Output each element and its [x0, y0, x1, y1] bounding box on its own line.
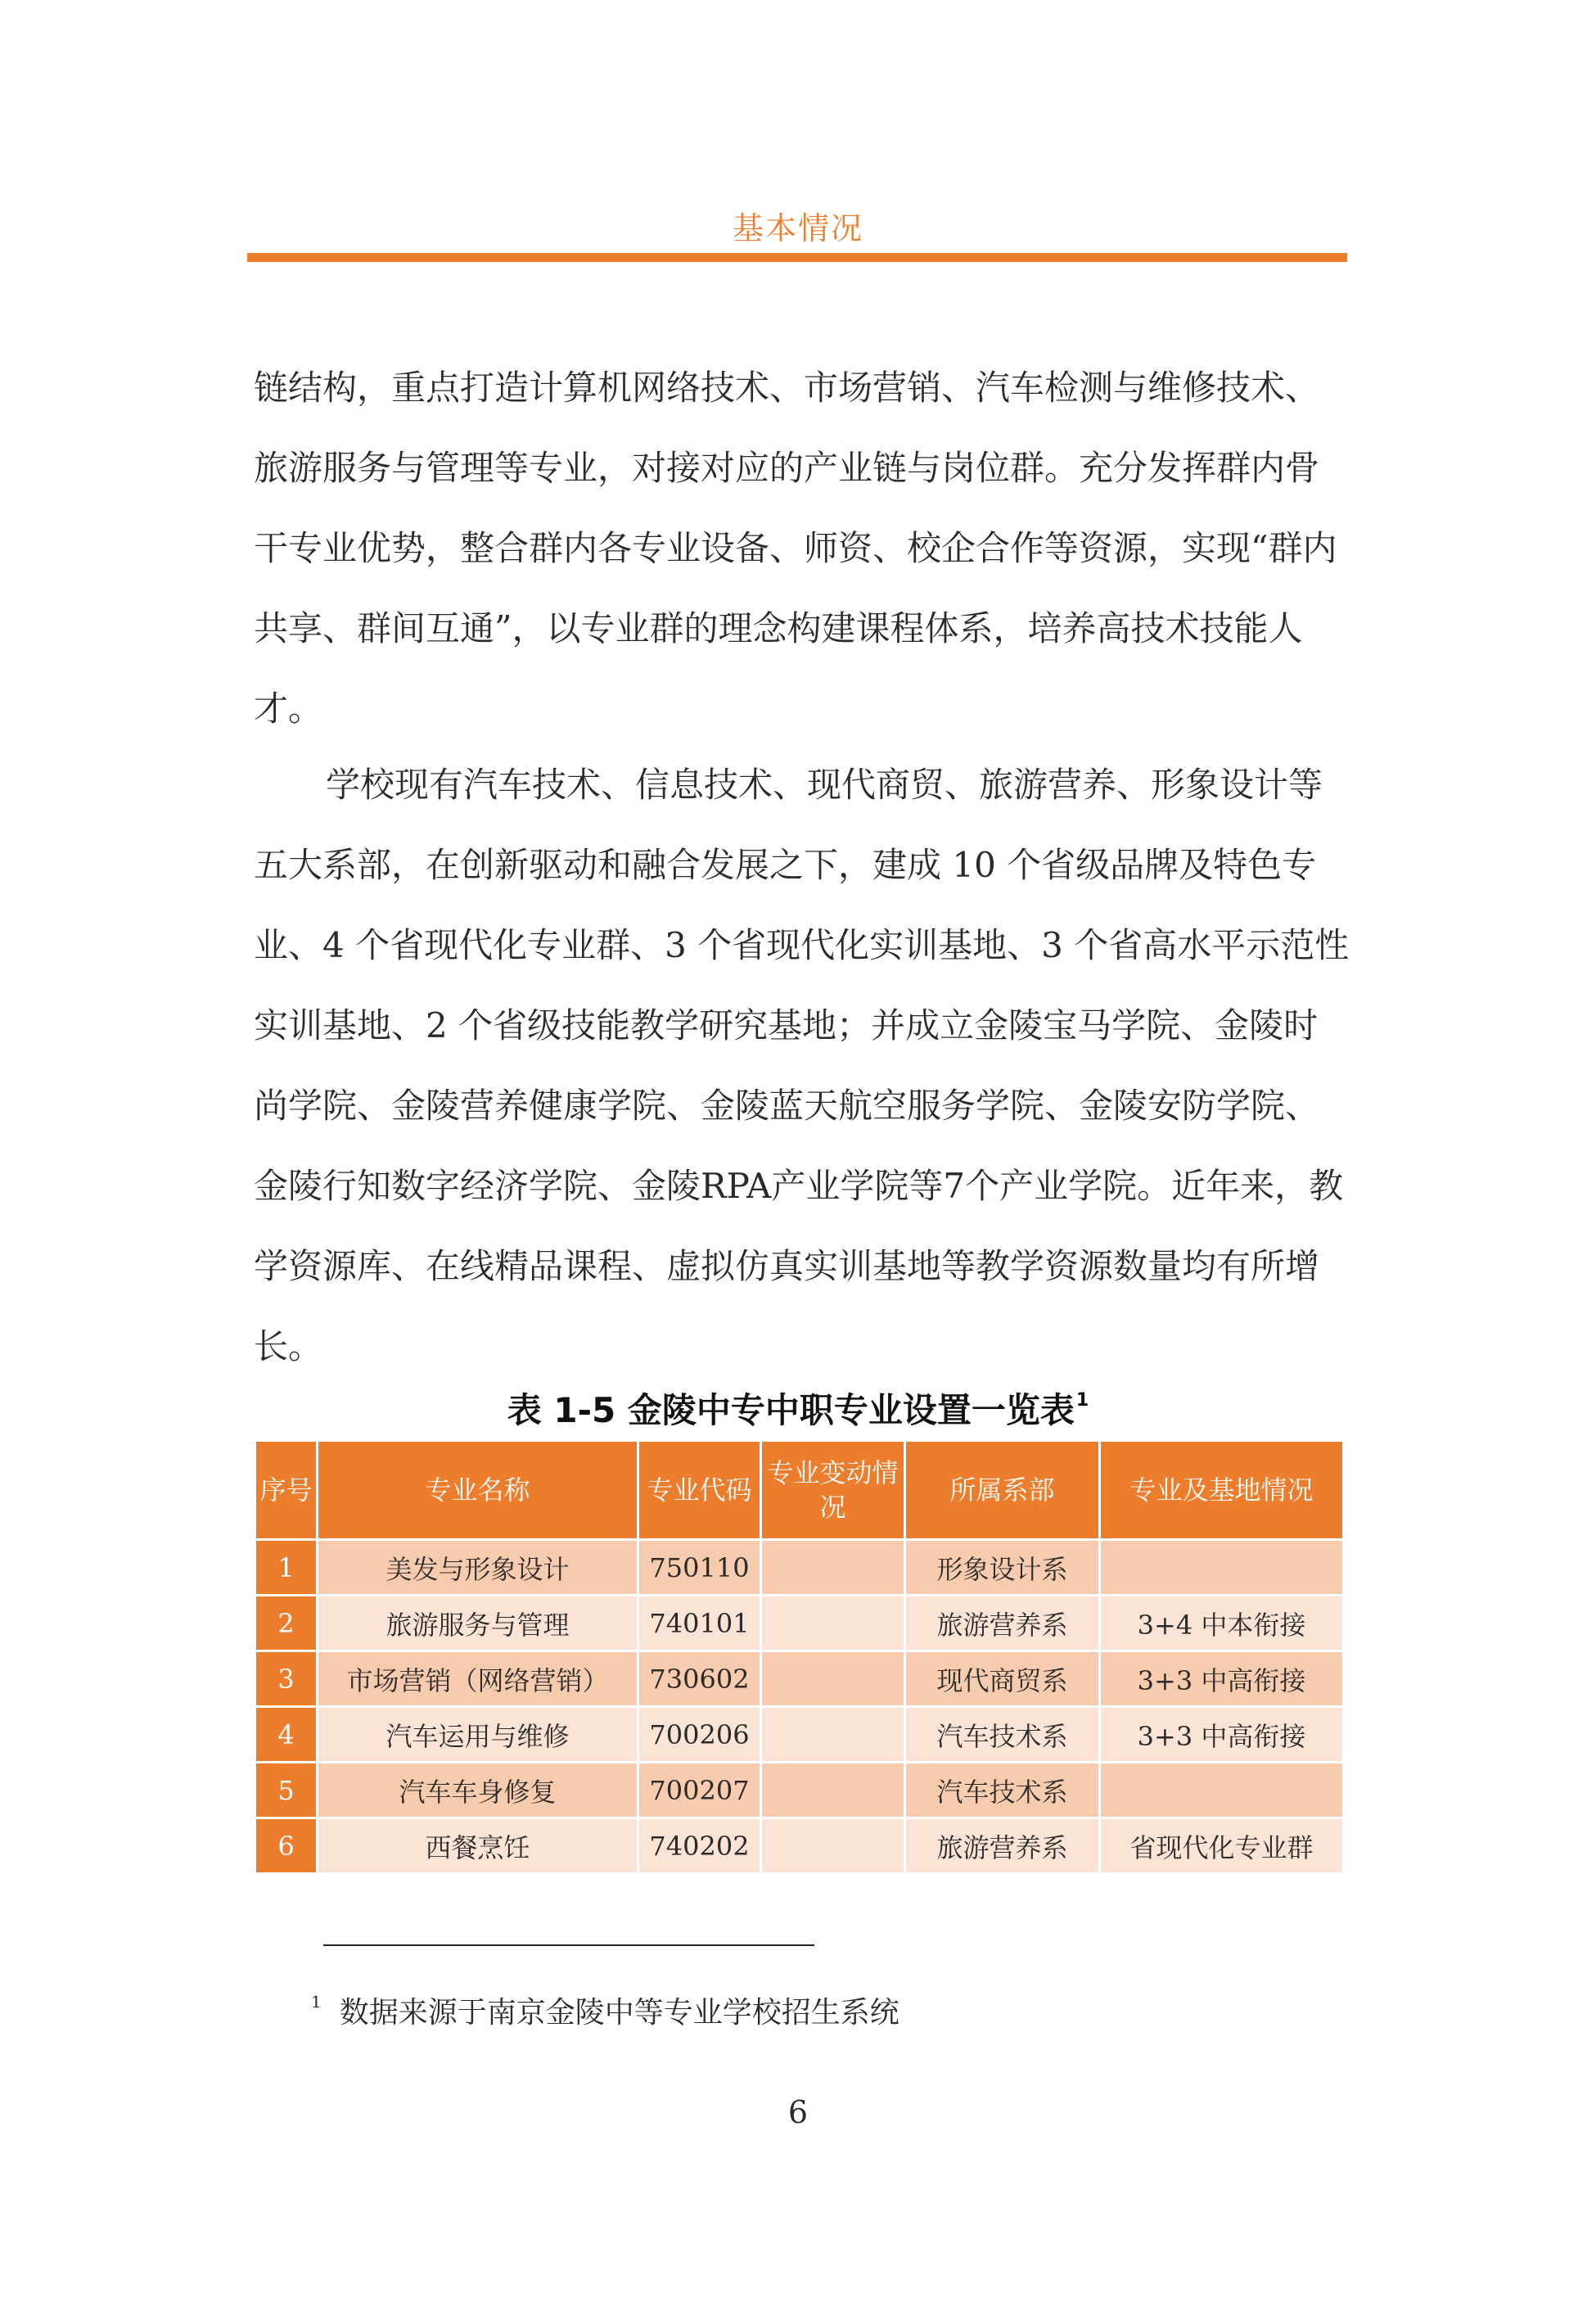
header-seq: 序号: [255, 1441, 318, 1540]
cell-major-code: 750110: [638, 1540, 761, 1596]
cell-department: 汽车技术系: [905, 1707, 1100, 1763]
footnote: [311, 1989, 899, 2031]
table-row: [255, 1763, 1344, 1818]
cell-base-info: 3+4 中本衔接: [1100, 1596, 1344, 1651]
cell-department: 旅游营养系: [905, 1596, 1100, 1651]
header-major-name: 专业名称: [318, 1441, 638, 1540]
cell-major-name: 旅游服务与管理: [318, 1596, 638, 1651]
cell-major-code: 740202: [638, 1818, 761, 1874]
cell-major-name: 汽车车身修复: [318, 1763, 638, 1818]
running-header-title: 基本情况: [732, 210, 863, 246]
cell-department: 现代商贸系: [905, 1651, 1100, 1707]
footnote-text: 数据来源于南京金陵中等专业学校招生系统: [339, 1996, 899, 2030]
cell-major-name: 市场营销（网络营销）: [318, 1651, 638, 1707]
table-row: [255, 1540, 1344, 1596]
cell-major-name: 汽车运用与维修: [318, 1707, 638, 1763]
header-major-code: 专业代码: [638, 1441, 761, 1540]
table-caption-footnote-mark: 1: [1075, 1390, 1089, 1411]
cell-major-code: 700207: [638, 1763, 761, 1818]
page-number: 6: [787, 2094, 809, 2130]
footnote-mark: 1: [311, 1992, 322, 2012]
cell-change: [761, 1818, 905, 1874]
paragraph-1: [254, 348, 1350, 749]
cell-change: [761, 1707, 905, 1763]
cell-change: [761, 1596, 905, 1651]
cell-seq: 6: [255, 1818, 318, 1874]
cell-major-code: 740101: [638, 1596, 761, 1651]
cell-change: [761, 1651, 905, 1707]
cell-base-info: [1100, 1763, 1344, 1818]
cell-seq: 3: [255, 1651, 318, 1707]
cell-change: [761, 1540, 905, 1596]
table-caption-text: 表 1-5 金陵中专中职专业设置一览表: [507, 1390, 1075, 1430]
table-header-row: [255, 1441, 1344, 1540]
cell-department: 旅游营养系: [905, 1818, 1100, 1874]
cell-department: 形象设计系: [905, 1540, 1100, 1596]
cell-base-info: 省现代化专业群: [1100, 1818, 1344, 1874]
cell-seq: 1: [255, 1540, 318, 1596]
header-rule: [247, 253, 1347, 262]
cell-major-code: 730602: [638, 1651, 761, 1707]
table-row: [255, 1707, 1344, 1763]
paragraph-1-text: 链结构，重点打造计算机网络技术、市场营销、汽车检测与维修技术、旅游服务与管理等专业，对接对应的产业链与岗位群。充分发挥群内骨干专业优势，整合群内各专业设备、师资、校企合作等资源，实现“群内共享、群间互通”，以专业群的理念构建课程体系，培养高技术技能人才。: [254, 368, 1337, 729]
cell-major-name: 西餐烹饪: [318, 1818, 638, 1874]
table-row: [255, 1651, 1344, 1707]
cell-change: [761, 1763, 905, 1818]
table-caption: [0, 1384, 1596, 1433]
cell-department: 汽车技术系: [905, 1763, 1100, 1818]
table-row: [255, 1596, 1344, 1651]
cell-base-info: 3+3 中高衔接: [1100, 1707, 1344, 1763]
cell-major-code: 700206: [638, 1707, 761, 1763]
cell-base-info: [1100, 1540, 1344, 1596]
cell-seq: 2: [255, 1596, 318, 1651]
cell-seq: 4: [255, 1707, 318, 1763]
majors-table: [254, 1439, 1345, 1875]
cell-seq: 5: [255, 1763, 318, 1818]
cell-major-name: 美发与形象设计: [318, 1540, 638, 1596]
header-department: 所属系部: [905, 1441, 1100, 1540]
paragraph-2: [254, 745, 1350, 1387]
cell-base-info: 3+3 中高衔接: [1100, 1651, 1344, 1707]
header-change: 专业变动情况: [761, 1441, 905, 1540]
paragraph-2-text: 学校现有汽车技术、信息技术、现代商贸、旅游营养、形象设计等五大系部，在创新驱动和融合发展之下，建成 10 个省级品牌及特色专业、4 个省现代化专业群、3 个省现代化实训基地、3 个省高水平示范性实训基地、2 个省级技能教学研究基地；并成立金陵宝马学院、金陵时尚学院、金陵营养健康学院、金陵蓝天航空服务学院、金陵安防学院、金陵行知数字经济学院、金陵RPA产业学院等7个产业学院。近年来，教学资源库、在线精品课程、虚拟仿真实训基地等教学资源数量均有所增长。: [254, 765, 1350, 1366]
footnote-separator: [323, 1944, 814, 1946]
table-row: [255, 1818, 1344, 1874]
header-base-info: 专业及基地情况: [1100, 1441, 1344, 1540]
